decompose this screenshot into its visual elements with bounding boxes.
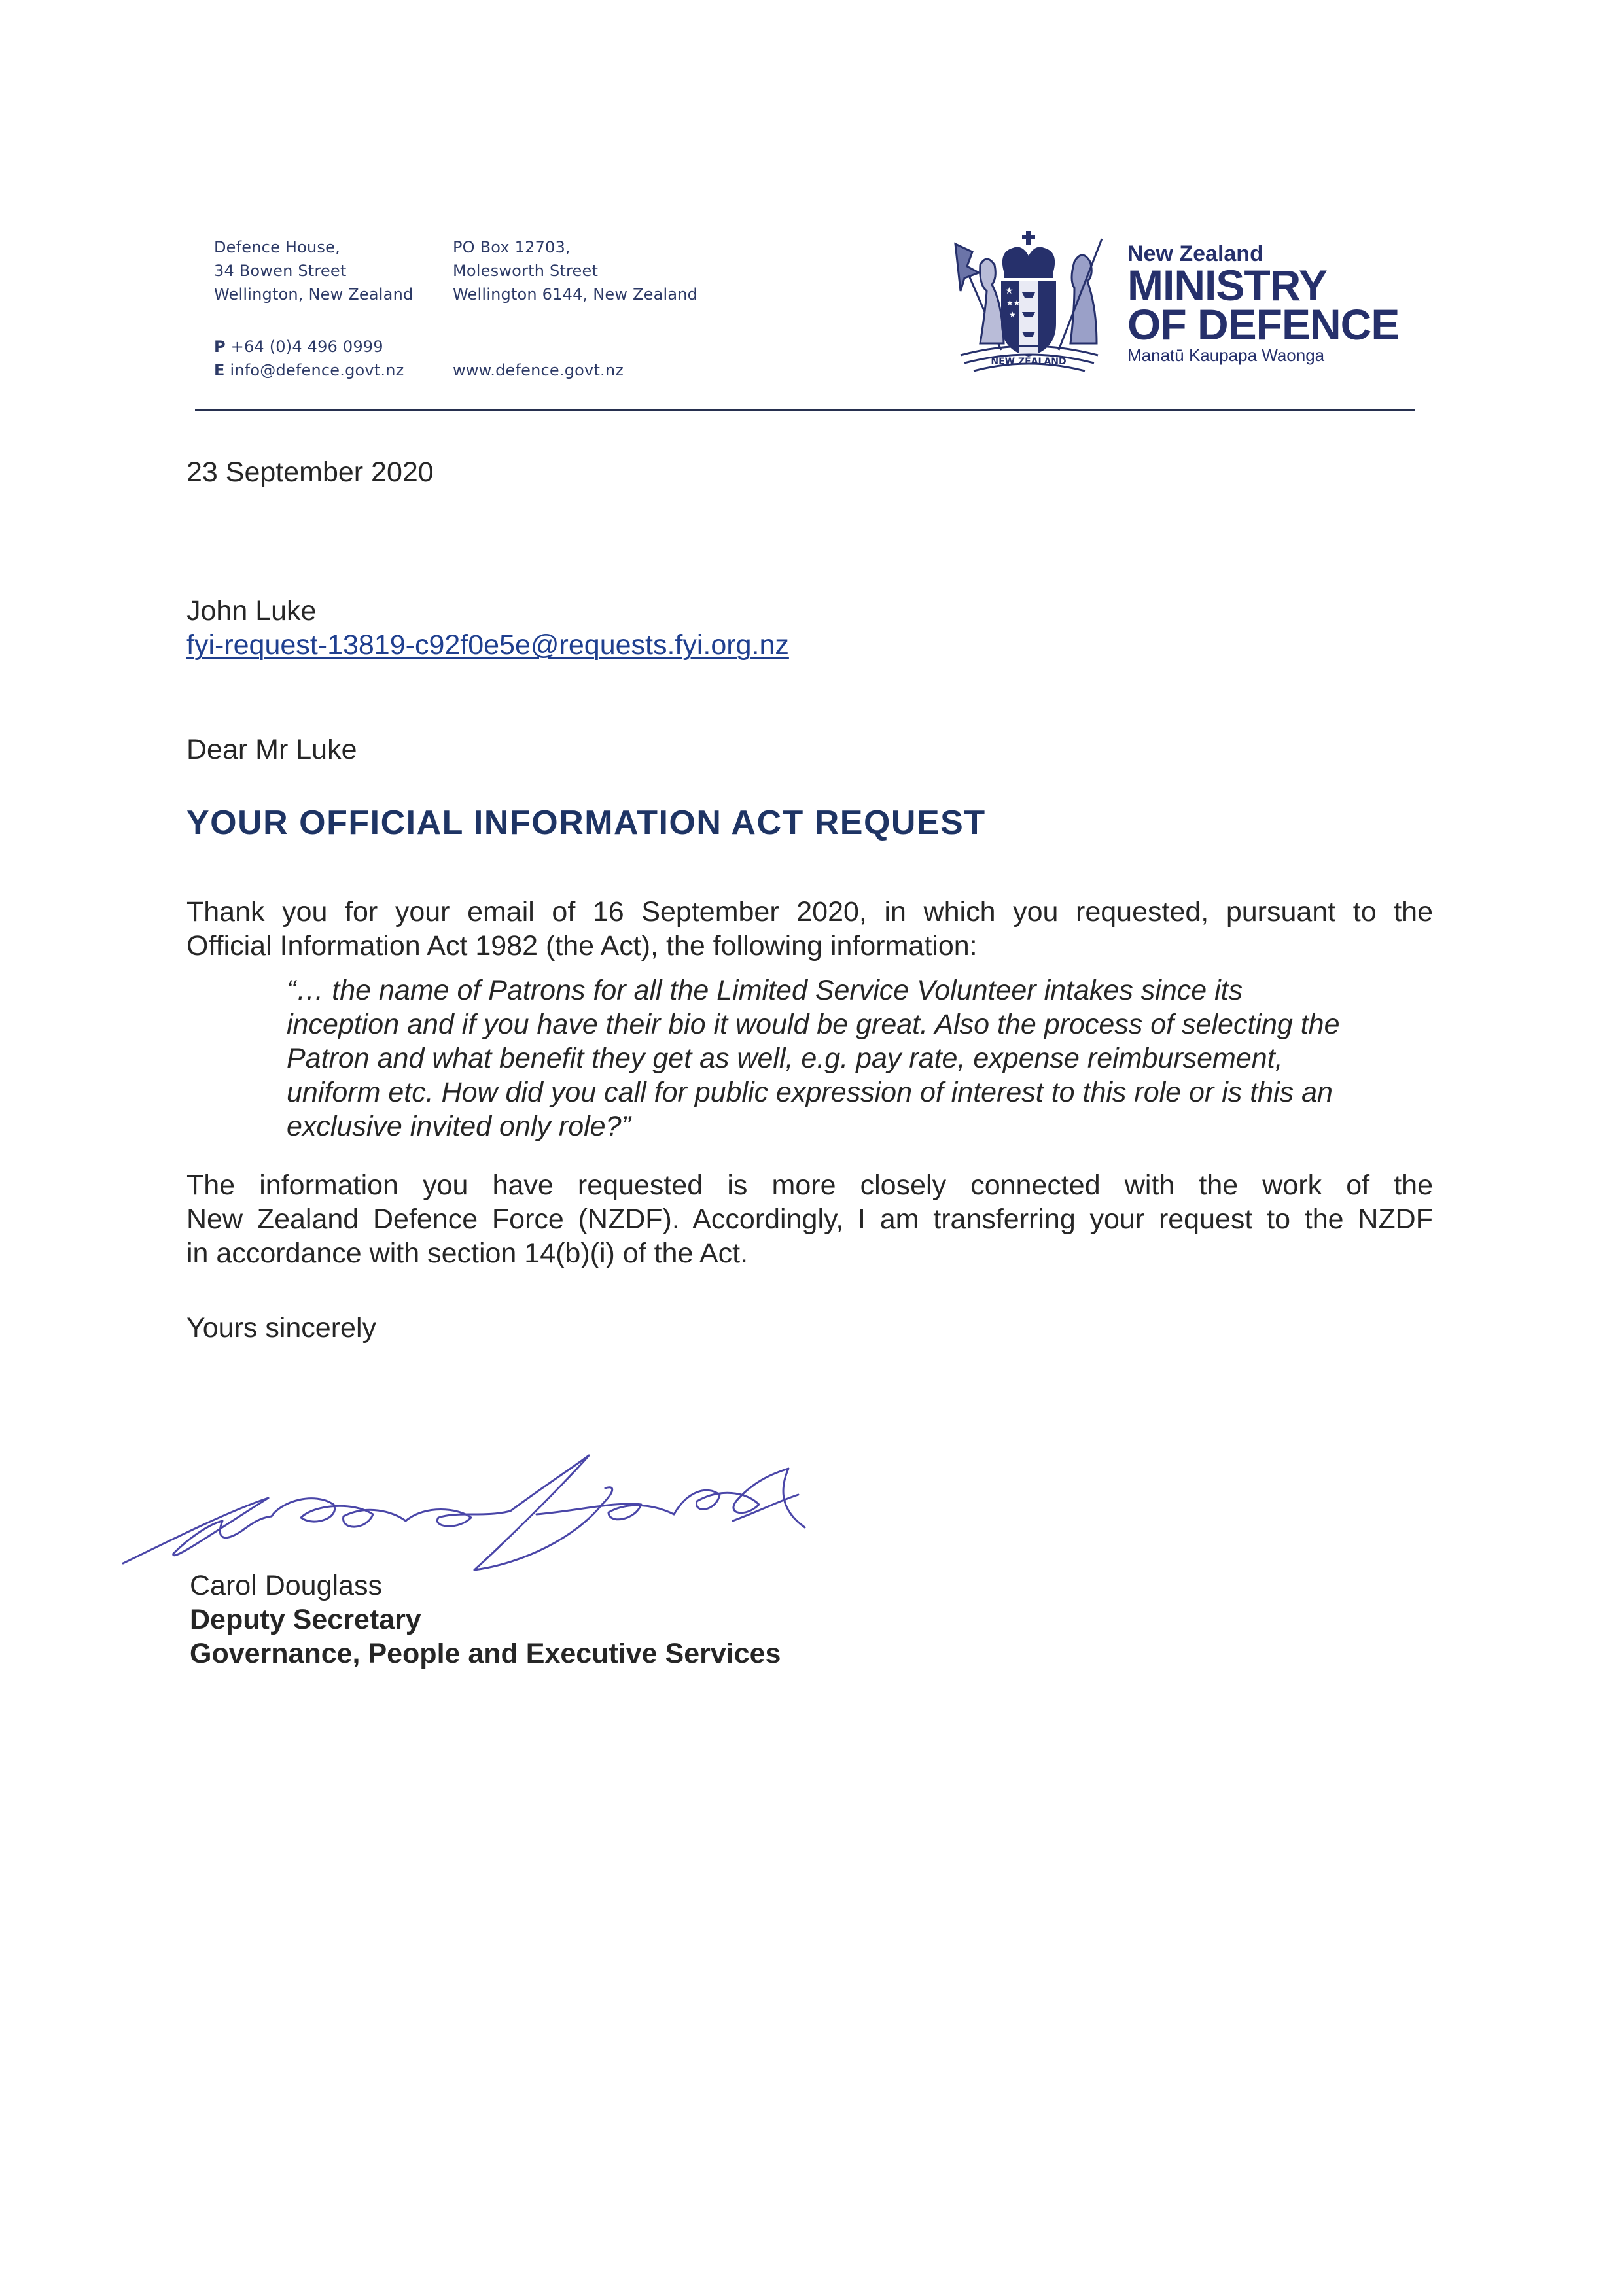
quote-line: uniform etc. How did you call for public expression of interest to this role or is this an xyxy=(287,1077,1333,1108)
svg-text:★★: ★★ xyxy=(1006,298,1021,307)
signatory-name: Carol Douglass xyxy=(190,1570,382,1601)
contact-block xyxy=(214,335,404,382)
recipient-name: John Luke xyxy=(186,595,317,627)
address-line: Wellington 6144, New Zealand xyxy=(453,285,698,304)
email-label: E xyxy=(214,361,225,379)
paragraph-line: Thank you for your email of 16 September 2020, in which you requested, pursuant to the xyxy=(186,896,1433,928)
phone-number: +64 (0)4 496 0999 xyxy=(230,338,383,356)
signatory-title: Deputy Secretary xyxy=(190,1604,421,1635)
logo-maori-name: Manatū Kaupapa Waonga xyxy=(1127,345,1325,365)
transfer-paragraph xyxy=(186,1168,1433,1270)
address-line: Defence House, xyxy=(214,238,340,256)
ministry-logo xyxy=(1127,242,1399,366)
closing: Yours sincerely xyxy=(186,1312,376,1344)
address-block-street xyxy=(214,235,413,306)
paragraph-line: in accordance with section 14(b)(i) of the Act. xyxy=(186,1238,749,1269)
address-block-postal xyxy=(453,235,697,306)
logo-name-line2: OF DEFENCE xyxy=(1127,300,1400,349)
address-line: Molesworth Street xyxy=(453,262,599,280)
quote-line: exclusive invited only role?” xyxy=(287,1111,631,1142)
salutation: Dear Mr Luke xyxy=(186,734,357,765)
paragraph-line: New Zealand Defence Force (NZDF). Accordingly, I am transferring your request to the NZDF xyxy=(186,1204,1433,1235)
intro-paragraph xyxy=(186,895,1433,963)
svg-text:★: ★ xyxy=(1009,310,1016,319)
contact-email-link[interactable]: info@defence.govt.nz xyxy=(230,361,404,379)
website-link[interactable]: www.defence.govt.nz xyxy=(453,361,624,379)
logo-name-line1: MINISTRY xyxy=(1127,261,1327,309)
address-line: Wellington, New Zealand xyxy=(214,285,414,304)
paragraph-line: Official Information Act 1982 (the Act), the following information: xyxy=(186,930,978,962)
address-line: PO Box 12703, xyxy=(453,238,571,256)
coat-of-arms-icon xyxy=(941,226,1118,376)
header-divider xyxy=(195,409,1415,411)
quote-line: inception and if you have their bio it would be great. Also the process of selecting the xyxy=(287,1009,1340,1040)
phone-line xyxy=(214,335,404,358)
request-quote xyxy=(287,973,1340,1143)
svg-text:★: ★ xyxy=(1005,286,1014,296)
paragraph-line: The information you have requested is more closely connected with the work of the xyxy=(186,1170,1433,1201)
letter-date: 23 September 2020 xyxy=(186,457,434,488)
quote-line: Patron and what benefit they get as well, e.g. pay rate, expense reimbursement, xyxy=(287,1043,1283,1074)
recipient-email-link[interactable]: fyi-request-13819-c92f0e5e@requests.fyi.org.nz xyxy=(186,629,789,661)
address-line: 34 Bowen Street xyxy=(214,262,347,280)
logo-country: New Zealand xyxy=(1127,241,1263,266)
quote-line: “… the name of Patrons for all the Limited Service Volunteer intakes since its xyxy=(287,975,1243,1006)
handwritten-signature-icon xyxy=(118,1439,838,1576)
svg-text:NEW ZEALAND: NEW ZEALAND xyxy=(991,357,1067,367)
email-line xyxy=(214,358,404,382)
signatory-division: Governance, People and Executive Services xyxy=(190,1638,781,1669)
subject-heading: YOUR OFFICIAL INFORMATION ACT REQUEST xyxy=(186,804,986,842)
phone-label: P xyxy=(214,338,226,356)
